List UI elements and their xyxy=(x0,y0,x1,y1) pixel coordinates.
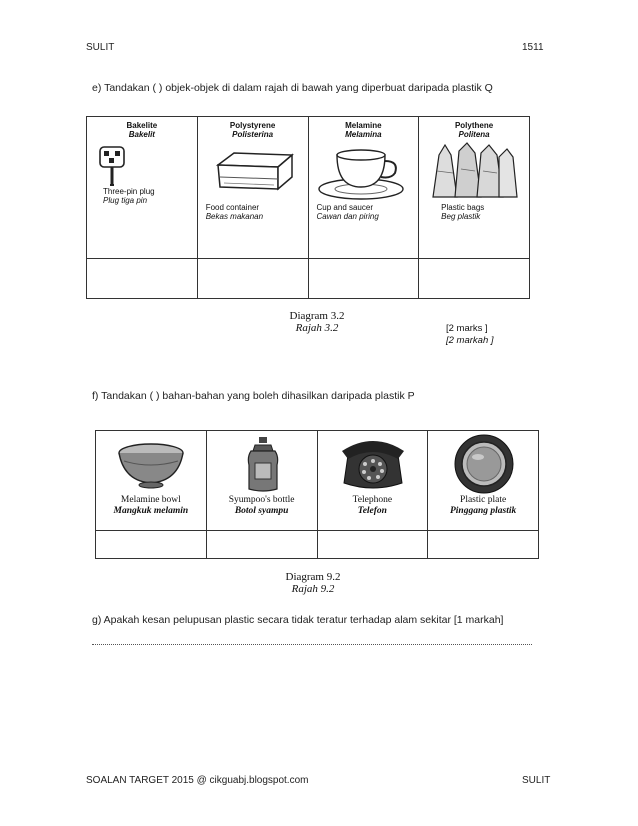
cup-saucer-icon xyxy=(315,143,411,203)
cell-bakelite xyxy=(87,117,198,259)
cell-telephone xyxy=(317,431,428,531)
item-label: Telephone Telefon xyxy=(352,495,393,516)
item-label: Syumpoo's bottle Botol syampu xyxy=(228,495,295,516)
column-head: Melamine Melamina xyxy=(345,121,382,139)
header-left: SULIT xyxy=(86,42,115,53)
footer-left: SOALAN TARGET 2015 @ cikguabj.blogspot.com xyxy=(86,775,309,786)
item-label: Melamine bowl Mangkuk melamin xyxy=(113,495,189,516)
item-label: Plastic plate Pinggang plastik xyxy=(449,495,517,516)
tick-box[interactable] xyxy=(428,531,539,559)
plastic-bags-icon xyxy=(425,141,521,203)
column-head: Bakelite Bakelit xyxy=(126,121,158,139)
column-head: Polystyrene Polisterina xyxy=(229,121,276,139)
tick-box[interactable] xyxy=(87,259,198,299)
telephone-icon xyxy=(338,433,408,495)
footer-right: SULIT xyxy=(522,775,551,786)
question-f-table xyxy=(95,430,539,559)
marks-label: [2 marks ] [2 markah ] xyxy=(446,323,494,346)
bottle-icon xyxy=(243,435,283,495)
caption-diagram-3-2: Diagram 3.2 Rajah 3.2 xyxy=(289,310,345,334)
tick-box[interactable] xyxy=(308,259,419,299)
cell-bottle xyxy=(206,431,317,531)
answer-line[interactable] xyxy=(92,642,532,645)
question-g-text: g) Apakah kesan pelupusan plastic secara tidak teratur terhadap alam sekitar [1 markah] xyxy=(92,614,504,626)
item-label: Plastic bags Beg plastik xyxy=(441,203,485,221)
cell-bowl xyxy=(96,431,207,531)
plate-icon xyxy=(452,433,516,495)
tick-box[interactable] xyxy=(317,531,428,559)
tick-box[interactable] xyxy=(419,259,530,299)
tick-box[interactable] xyxy=(197,259,308,299)
item-label: Food container Bekas makanan xyxy=(205,203,264,221)
tick-box[interactable] xyxy=(96,531,207,559)
question-f-text: f) Tandakan ( ) bahan-bahan yang boleh dihasilkan daripada plastik P xyxy=(92,390,415,402)
header-right: 1511 xyxy=(522,42,544,53)
cell-polythene xyxy=(419,117,530,259)
cell-polystyrene xyxy=(197,117,308,259)
food-container-icon xyxy=(204,145,300,205)
question-e-table xyxy=(86,116,530,299)
cell-melamine xyxy=(308,117,419,259)
bowl-icon xyxy=(116,441,186,491)
cell-plate xyxy=(428,431,539,531)
item-label: Cup and saucer Cawan dan piring xyxy=(316,203,379,221)
question-e-text: e) Tandakan ( ) objek-objek di dalam rajah di bawah yang diperbuat daripada plastik Q xyxy=(92,82,493,94)
tick-box[interactable] xyxy=(206,531,317,559)
three-pin-plug-icon xyxy=(95,143,135,191)
item-label: Three-pin plug Plug tiga pin xyxy=(103,187,155,205)
caption-diagram-9-2: Diagram 9.2 Rajah 9.2 xyxy=(285,571,341,595)
column-head: Polythene Politena xyxy=(454,121,494,139)
